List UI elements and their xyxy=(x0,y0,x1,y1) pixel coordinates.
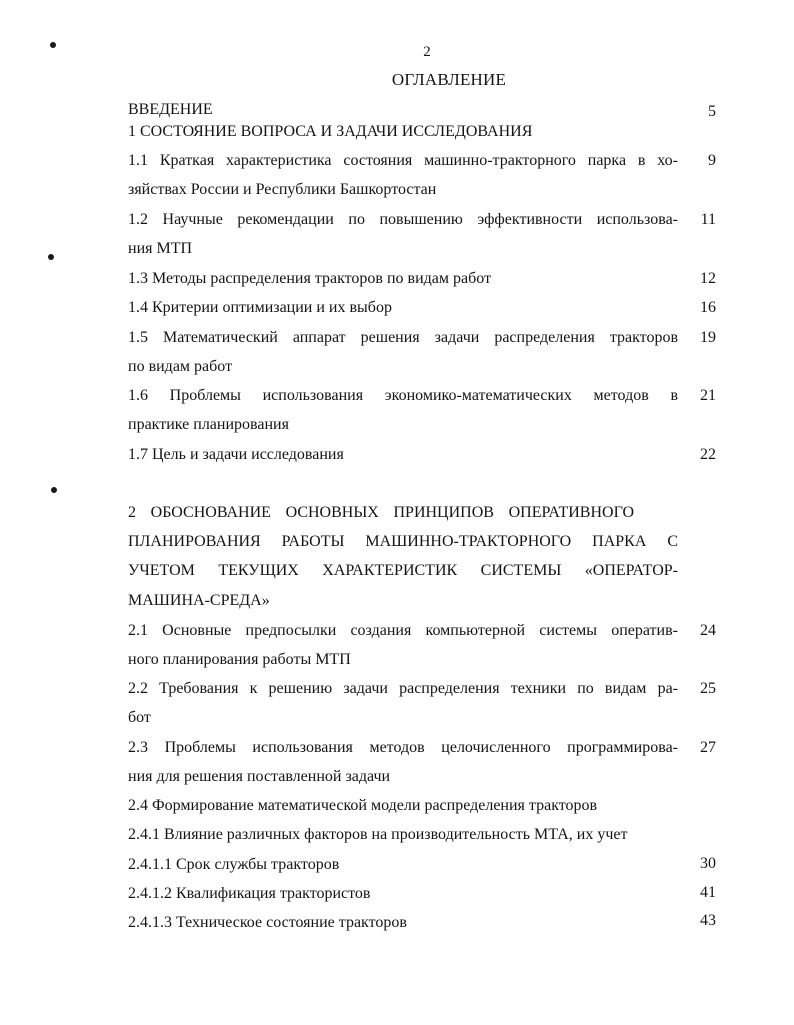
page-title: ОГЛАВЛЕНИЕ xyxy=(391,70,507,89)
toc-page-number: 21 xyxy=(700,387,716,404)
scan-mark xyxy=(48,254,54,260)
toc-page-number: 16 xyxy=(700,299,716,316)
toc-entry-1-1-cont: зяйствах России и Республики Башкортостан xyxy=(128,181,437,198)
toc-entry-2-4-1-3: 2.4.1.3 Техническое состояние тракторов xyxy=(128,914,407,931)
page-number: 2 xyxy=(423,44,431,60)
toc-page-number: 9 xyxy=(708,152,716,169)
toc-entry-2-4-1-2: 2.4.1.2 Квалификация трактористов xyxy=(128,885,371,902)
toc-entry-1-3: 1.3 Методы распределения тракторов по видам работ xyxy=(128,270,492,287)
toc-entry-2-1: 2.1 Основные предпосылки создания компьютерной системы оператив- xyxy=(128,622,678,639)
toc-entry-2-3: 2.3 Проблемы использования методов целочисленного программирова- xyxy=(128,739,678,756)
toc-entry-2-1-cont: ного планирования работы МТП xyxy=(128,651,351,668)
toc-page-number: 5 xyxy=(708,103,716,120)
toc-page-number: 19 xyxy=(700,329,716,346)
toc-page-number: 25 xyxy=(700,680,716,697)
toc-page-number: 30 xyxy=(700,855,716,872)
toc-entry-1-5-cont: по видам работ xyxy=(128,358,233,375)
toc-entry-2-4-1: 2.4.1 Влияние различных факторов на производительность МТА, их учет xyxy=(128,826,628,843)
toc-entry-2-2-cont: бот xyxy=(128,709,151,726)
toc-entry-1-6-cont: практике планирования xyxy=(128,416,289,433)
toc-entry-1-2: 1.2 Научные рекомендации по повышению эффективности использова- xyxy=(128,211,678,228)
toc-entry-1-7: 1.7 Цель и задачи исследования xyxy=(128,446,344,463)
toc-page-number: 12 xyxy=(700,270,716,287)
toc-entry-1-2-cont: ния МТП xyxy=(128,240,193,257)
toc-entry-intro: ВВЕДЕНИЕ xyxy=(128,101,213,118)
toc-chapter-1-heading: 1 СОСТОЯНИЕ ВОПРОСА И ЗАДАЧИ ИССЛЕДОВАНИЯ xyxy=(128,123,533,140)
toc-entry-1-1: 1.1 Краткая характеристика состояния машинно-тракторного парка в хо- xyxy=(128,152,678,169)
toc-chapter-2-heading-cont: МАШИНА-СРЕДА» xyxy=(128,592,270,609)
toc-entry-1-4: 1.4 Критерии оптимизации и их выбор xyxy=(128,299,392,316)
toc-chapter-2-heading: 2 ОБОСНОВАНИЕ ОСНОВНЫХ ПРИНЦИПОВ ОПЕРАТИВНОГО xyxy=(128,504,634,521)
toc-entry-1-6: 1.6 Проблемы использования экономико-математических методов в xyxy=(128,387,678,404)
toc-page-number: 24 xyxy=(700,622,716,639)
toc-chapter-2-heading-cont: ПЛАНИРОВАНИЯ РАБОТЫ МАШИННО-ТРАКТОРНОГО ПАРКА С xyxy=(128,533,678,550)
scan-mark xyxy=(51,487,57,493)
toc-chapter-2-heading-cont: УЧЕТОМ ТЕКУЩИХ ХАРАКТЕРИСТИК СИСТЕМЫ «ОПЕРАТОР- xyxy=(128,562,678,579)
toc-page-number: 41 xyxy=(700,884,716,901)
toc-page-number: 22 xyxy=(700,446,716,463)
toc-page-number: 43 xyxy=(700,912,716,929)
toc-entry-2-4: 2.4 Формирование математической модели распределения тракторов xyxy=(128,797,598,814)
toc-entry-1-5: 1.5 Математический аппарат решения задачи распределения тракторов xyxy=(128,329,678,346)
toc-entry-2-2: 2.2 Требования к решению задачи распределения техники по видам ра- xyxy=(128,680,678,697)
toc-entry-2-3-cont: ния для решения поставленной задачи xyxy=(128,768,391,785)
toc-page-number: 11 xyxy=(700,211,716,228)
toc-page-number: 27 xyxy=(700,739,716,756)
toc-entry-2-4-1-1: 2.4.1.1 Срок службы тракторов xyxy=(128,856,340,873)
